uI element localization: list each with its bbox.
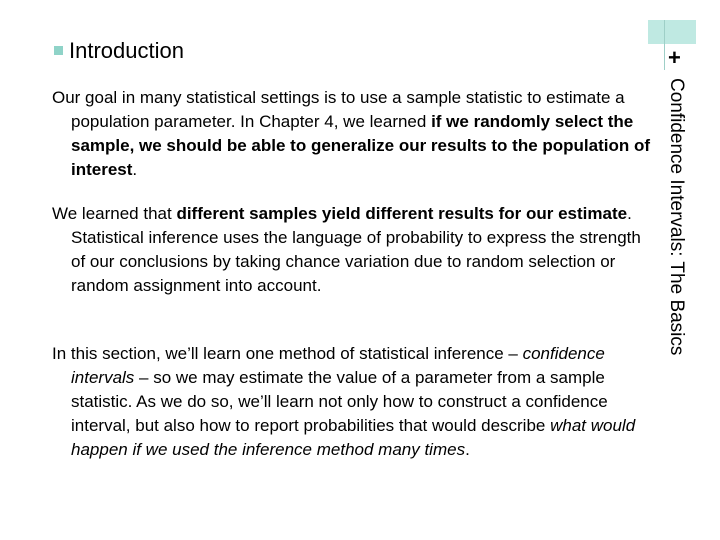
paragraph-segment: . [465,440,470,459]
paragraph-segment: . Statistical inference uses the language of probability to express the strength of our conclusions by taking chance variation due to random selection or random assignment into account. [71,204,641,295]
paragraph-2 [52,202,657,298]
accent-box [648,20,696,44]
paragraph-3 [52,342,657,462]
paragraph-segment: different samples yield different results for our estimate [176,204,628,223]
bullet-square-icon [54,46,63,55]
accent-rule [664,20,665,70]
paragraph-segment: Our goal in many statistical settings is to use a sample statistic to estimate a population parameter. In Chapter 4, we learned [52,88,625,131]
paragraph-segment: confidence intervals [71,344,605,387]
side-label: Confidence Intervals: The Basics [666,78,687,356]
paragraph-segment: – so we may estimate the value of a parameter from a sample statistic. As we do so, we’ll learn not only how to construct a confidence interval, but also how to report probabilities that would describe [71,368,608,435]
paragraph-segment: . [132,160,138,179]
plus-mark: + [668,45,681,70]
paragraph-1 [52,86,657,182]
paragraph-segment: We learned that [52,204,177,223]
paragraph-segment: In this section, we’ll learn one method of statistical inference – [52,344,523,363]
slide-title [54,38,184,64]
slide-title-text: Introduction [69,38,184,63]
paragraph-segment: what would happen if we used the inference method many times [71,416,636,459]
paragraph-segment: if we randomly select the sample, we should be able to generalize our results to the population of interest [71,112,651,179]
